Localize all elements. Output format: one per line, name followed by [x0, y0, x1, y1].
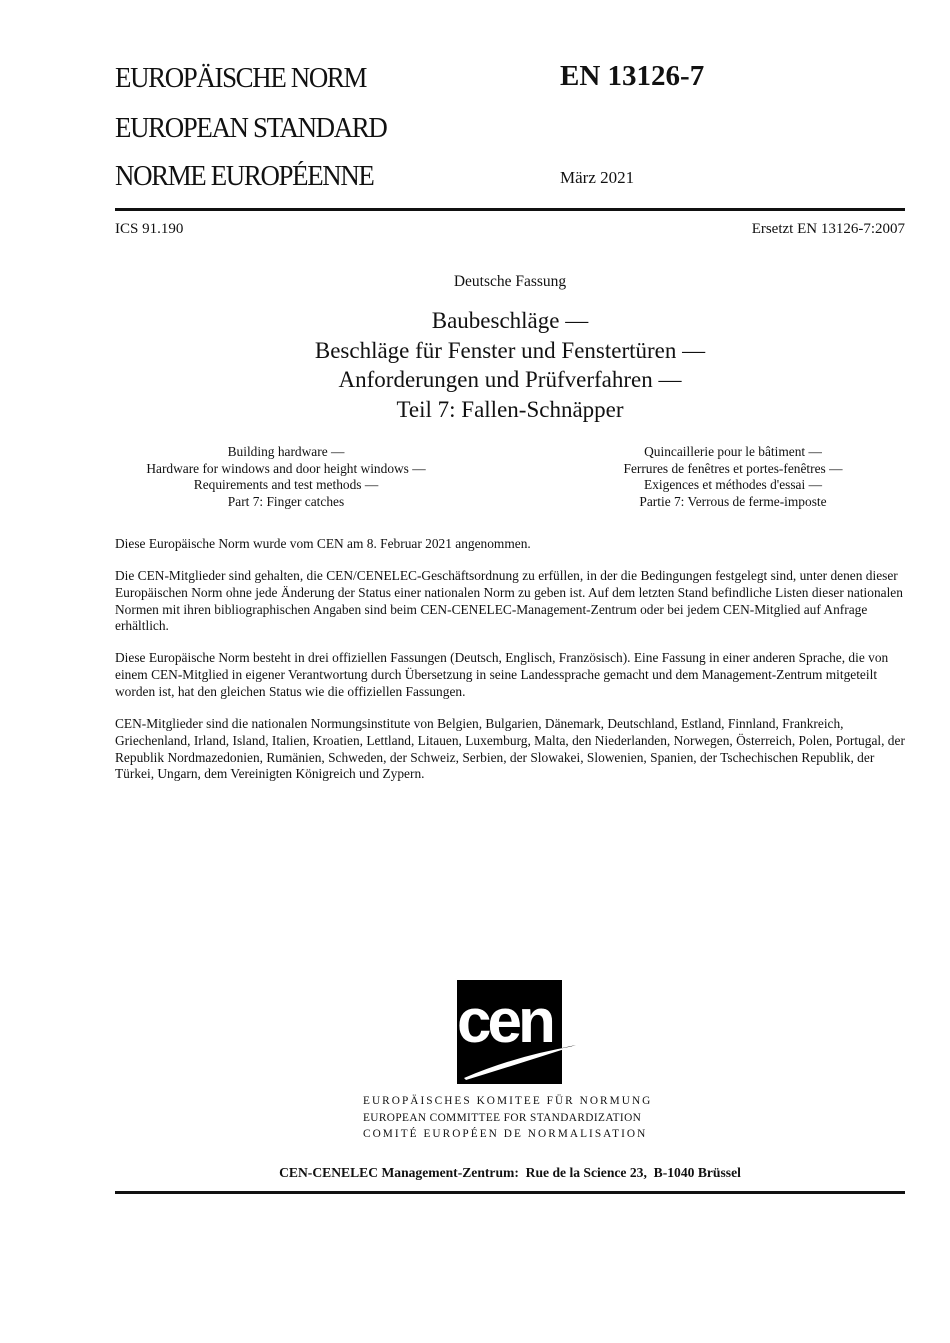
english-title-line: Part 7: Finger catches	[227, 494, 345, 510]
supersedes-note: Ersetzt EN 13126-7:2007	[751, 221, 905, 237]
french-title-line: Ferrures de fenêtres et portes-fenêtres —	[623, 460, 843, 476]
title-line: Teil 7: Fallen-Schnäpper	[396, 396, 624, 422]
french-title-line: Partie 7: Verrous de ferme-imposte	[639, 494, 827, 510]
committee-name-german: EUROPÄISCHES KOMITEE FÜR NORMUNG	[363, 1095, 653, 1107]
paragraph-text: Die CEN-Mitglieder sind gehalten, die CEN/CENELEC-Geschäftsordnung zu erfüllen, in der die Bedingungen festgelegt sind, unter denen dieser Europäischen Norm ohne jede Änderung der Status einer nationalen Norm zu geben ist. Auf dem letzten Stand befindliche Listen dieser nationalen Normen mit ihren bibliographischen Angaben sind beim CEN-CENELEC-Management-Zentrum oder bei jedem CEN-Mitglied auf Anfrage erhältlich.	[115, 568, 903, 634]
title-english: EUROPEAN STANDARD	[115, 113, 387, 144]
title-french: NORME EUROPÉENNE	[115, 161, 374, 192]
paragraph-text: Diese Europäische Norm besteht in drei offiziellen Fassungen (Deutsch, Englisch, Französisch). Eine Fassung in einer anderen Sprache, die von einem CEN-Mitglied in eigener Verantwortung durch Übersetzung in seine Landessprache gemacht und dem Management-Zentrum mitgeteilt worden ist, hat den gleichen Status wie die offiziellen Fassungen.	[115, 650, 889, 699]
committee-name-french: COMITÉ EUROPÉEN DE NORMALISATION	[363, 1128, 648, 1141]
title-line: Anforderungen und Prüfverfahren —	[338, 367, 682, 392]
paragraph-text: CEN-Mitglieder sind die nationalen Normungsinstitute von Belgien, Bulgarien, Dänemark, Deutschland, Estland, Finnland, Frankreich, Griechenland, Irland, Island, Italien, Kroatien, Lettland, Litauen, Luxemburg, Malta, den Niederlanden, Norwegen, Österreich, Polen, Portugal, der Republik Nordmazedonien, Rumänien, Schweden, der Schweiz, Serbien, der Slowakei, Slowenien, Spanien, der Tschechischen Republik, der Türkei, Ungarn, dem Vereinigten Königreich und Zypern.	[115, 716, 905, 782]
title-line: Beschläge für Fenster und Fenstertüren —	[314, 337, 706, 363]
english-title-line: Requirements and test methods —	[193, 477, 379, 493]
french-title-line: Quincaillerie pour le bâtiment —	[644, 444, 822, 459]
version-label: Deutsche Fassung	[453, 273, 567, 290]
english-title-line: Building hardware —	[227, 444, 345, 459]
title-line: Baubeschläge —	[431, 308, 589, 333]
title-german: EUROPÄISCHE NORM	[115, 63, 367, 94]
members-list-paragraph	[115, 716, 907, 783]
standard-number: EN 13126-7	[560, 60, 705, 92]
members-obligation-paragraph	[115, 568, 907, 635]
publication-date: März 2021	[560, 168, 635, 187]
french-title	[553, 444, 913, 511]
ics-code: ICS 91.190	[115, 221, 184, 237]
english-title-line: Hardware for windows and door height windows —	[146, 460, 426, 476]
adoption-paragraph	[115, 536, 907, 553]
management-centre-address: CEN-CENELEC Management-Zentrum: Rue de la Science 23, B-1040 Brüssel	[279, 1165, 741, 1180]
english-title	[106, 444, 466, 511]
document-title	[115, 306, 905, 424]
cen-logo	[440, 978, 580, 1088]
paragraph-text: Diese Europäische Norm wurde vom CEN am 8. Februar 2021 angenommen.	[115, 536, 531, 551]
committee-name-english: EUROPEAN COMMITTEE FOR STANDARDIZATION	[363, 1111, 642, 1124]
cen-logo-text: cen	[457, 987, 552, 1056]
header-divider	[115, 208, 905, 211]
committee-names	[363, 1093, 652, 1143]
footer-divider	[115, 1191, 905, 1194]
official-versions-paragraph	[115, 650, 907, 700]
french-title-line: Exigences et méthodes d'essai —	[644, 477, 822, 493]
